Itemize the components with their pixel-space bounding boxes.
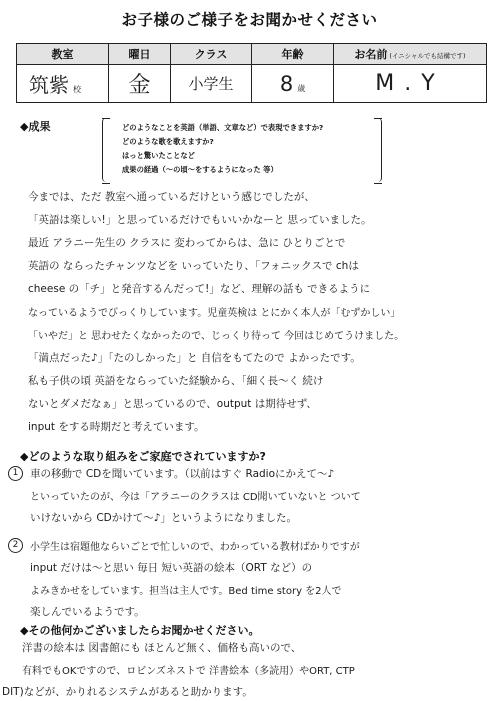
results-line-11: input をする時期だと考えています。 <box>28 421 205 433</box>
info-value-row <box>17 65 487 103</box>
prompt-4: 成果の経過（～の頃～をするようになった 等） <box>122 165 278 174</box>
results-heading: ◆成果 <box>20 120 51 133</box>
header-name-note: (イニシャルでも結構です) <box>389 52 466 60</box>
class-value: 小学生 <box>171 65 252 103</box>
results-line-2: 「英語は楽しい!」と思っているだけでもいいかなーと 思っていました。 <box>28 214 372 226</box>
results-line-8: 「満点だった♪」「たのしかった」と 自信をもてたので よかったです。 <box>28 352 361 364</box>
prompt-2: どのような歌を歌えますか? <box>122 137 214 146</box>
school-value: 筑紫 <box>29 73 69 97</box>
results-line-1: 今までは、ただ 教室へ通っているだけという感じでしたが、 <box>28 191 315 203</box>
age-suffix: 歳 <box>297 83 306 93</box>
efforts-2-line-3: よみきかせをしています。担当は主人です。Bed time story を2人で <box>30 586 342 597</box>
efforts-2-line-4: 楽しんでいるようです。 <box>30 606 145 618</box>
results-line-5: cheese の「チ」と発音するんだって!」など、理解の話も できるように <box>28 283 371 295</box>
results-line-10: ないとダメだなぁ」と思っているので、output は期待せず、 <box>28 398 317 410</box>
efforts-1-line-2: といっていたのが、今は「アラニーのクラスは CD聞いていないと ついて <box>30 492 361 503</box>
prompt-1: どのようなことを英語（単語、文章など）で表現できますか? <box>122 123 324 132</box>
school-cell <box>17 65 109 103</box>
day-value: 金 <box>109 65 171 103</box>
efforts-2-line-1: 小学生は宿題他ならいごとで忙しいので、わかっている教材ばかりですが <box>30 542 360 553</box>
header-day: 曜日 <box>109 44 171 65</box>
results-line-4: 英語の ならったチャンツなどを いっていたり、「フォニックスで chは <box>28 260 359 272</box>
efforts-1-line-1: 車の移動で CDを聞いています。（以前はすぐ Radioにかえて～♪ <box>30 468 335 480</box>
efforts-1-line-3: いけないから CDかけて～♪」というようになりました。 <box>30 512 297 524</box>
header-name-cell <box>334 44 487 65</box>
school-suffix: 校 <box>73 85 81 94</box>
results-line-3: 最近 アラニー先生の クラスに 変わってからは、急に ひとりごとで <box>28 237 346 249</box>
item-1-number: 1 <box>8 466 23 481</box>
age-value: 8 <box>279 71 294 96</box>
info-table <box>16 43 487 103</box>
info-header-row <box>17 44 487 65</box>
results-line-9: 私も子供の頃 英語をならっていた経験から、「細く長～く 続け <box>28 375 324 387</box>
age-cell <box>252 65 334 103</box>
requests-line-1: 洋書の絵本は 図書館にも ほとんど無く、価格も高いので、 <box>22 642 302 654</box>
requests-line-3: DIT)などが、かりれるシステムがあると助かります。 <box>2 686 253 698</box>
results-line-6: なっているようでびっくりしています。児童英検は とにかく本人が「むずかしい」 <box>28 308 401 319</box>
header-name: お名前 <box>354 48 388 61</box>
prompt-3: はっと驚いたことなど <box>122 151 195 160</box>
header-classroom: 教室 <box>17 44 109 65</box>
item-2-number: 2 <box>8 538 23 553</box>
header-class: クラス <box>171 44 252 65</box>
header-age: 年齢 <box>252 44 334 65</box>
efforts-2-line-2: input だけは～と思い 毎日 短い英語の絵本（ORT など）の <box>30 562 313 574</box>
requests-heading: ◆その他何かございましたらお聞かせください。 <box>20 624 260 637</box>
efforts-heading: ◆どのような取り組みをご家庭でされていますか? <box>20 450 266 463</box>
results-line-7: 「いやだ」と 思わせたくなかったので、じっくり待って 今回はじめてうけました。 <box>28 331 405 342</box>
name-value: M.Y <box>334 65 487 103</box>
requests-line-2: 有料でもOKですので、ロビンズネストで 洋書絵本（多読用）やORT, CTP <box>22 666 355 677</box>
form-title: お子様のご様子をお聞かせください <box>121 11 378 29</box>
